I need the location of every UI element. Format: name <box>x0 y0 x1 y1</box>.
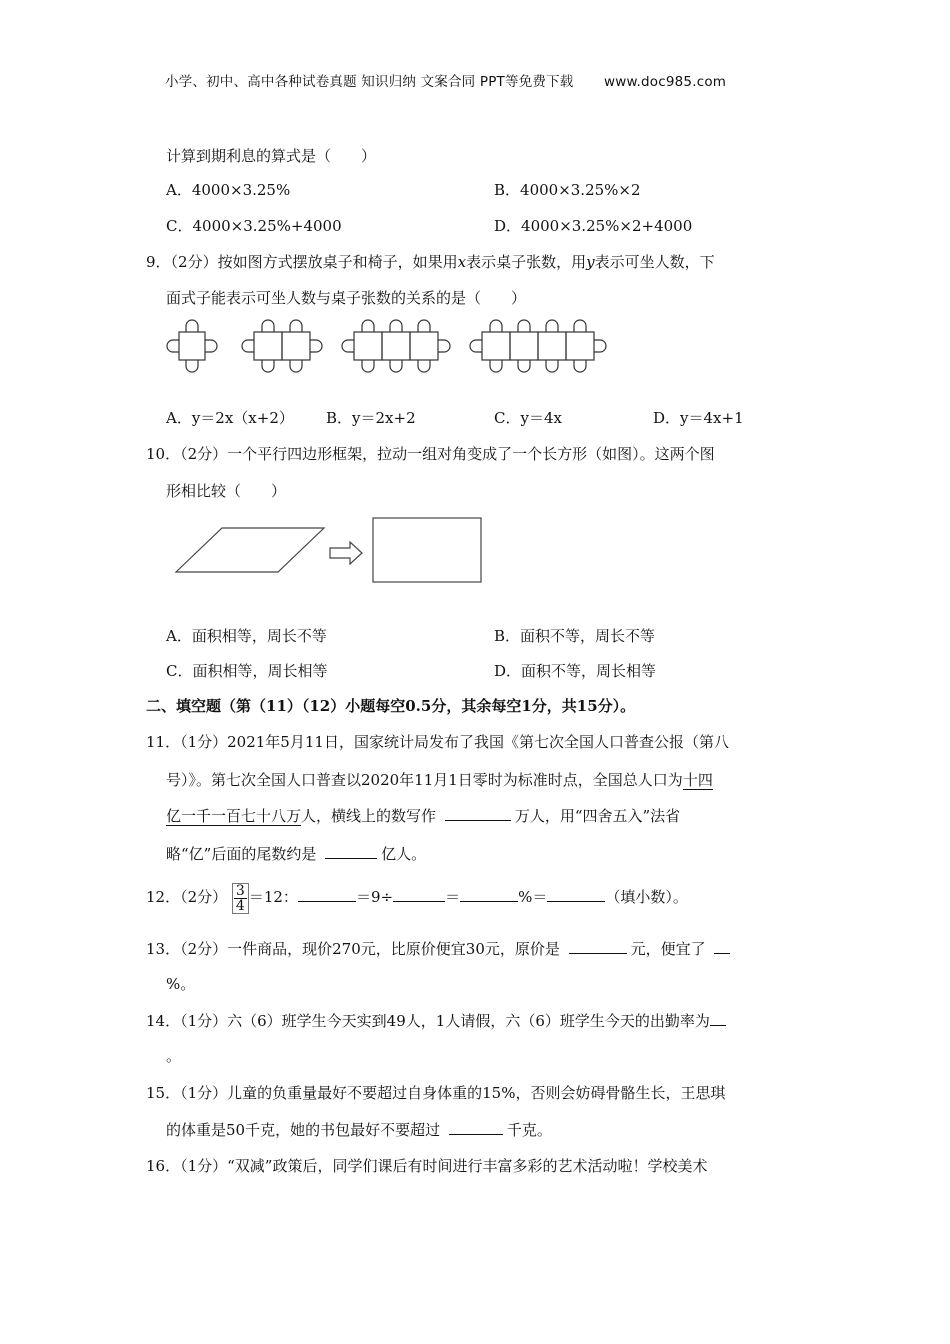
rectangle-shape <box>373 518 481 582</box>
tables-chairs-figure <box>164 318 614 374</box>
q9-option-a: A．y＝2x（x+2） <box>166 409 294 427</box>
q15-blank[interactable] <box>449 1120 503 1135</box>
q10-option-a: A．面积相等，周长不等 <box>166 627 327 645</box>
q12-text-eq: ＝12： <box>248 888 298 906</box>
q16-number: 16． <box>146 1157 181 1175</box>
q12-fraction-numerator: 3 <box>235 882 245 899</box>
q9-text-pre: （2分）按如图方式摆放桌子和椅子，如果用 <box>170 253 458 271</box>
q13-blank-2[interactable] <box>714 939 730 954</box>
q9-text-mid: 表示桌子张数，用 <box>466 253 587 271</box>
q15-text-1: （1分）儿童的负重量最好不要超过自身体重的15%，否则会妨碍骨骼生长，王思琪 <box>180 1084 726 1102</box>
q16-text-1: （1分）“双减”政策后，同学们课后有时间进行丰富多彩的艺术活动啦！学校美术 <box>180 1157 708 1175</box>
q11-blank-1[interactable] <box>445 806 511 821</box>
q12-text-pct: %＝ <box>518 888 548 906</box>
arrow-icon <box>330 542 362 564</box>
q11-line1 <box>146 732 729 752</box>
q8-option-a: A．4000×3.25% <box>166 181 291 199</box>
q11-text-4: 万人，用“四舍五入”法省 <box>514 807 681 825</box>
q8-stem: 计算到期利息的算式是（ ） <box>166 147 377 165</box>
q8-option-b: B．4000×3.25%×2 <box>494 181 641 199</box>
q12-fraction-denominator: 4 <box>235 897 245 914</box>
q12-blank-4[interactable] <box>547 887 605 902</box>
q12-text-eq2: ＝9÷ <box>355 888 394 906</box>
q15-line2 <box>166 1120 552 1140</box>
parallelogram-to-rectangle-figure <box>170 512 490 588</box>
q11-underlined-number-1: 十四 <box>682 771 713 789</box>
q11-line4 <box>166 844 426 864</box>
q12-blank-3[interactable] <box>460 887 518 902</box>
q9-text-post: 表示可坐人数，下 <box>594 253 715 271</box>
section-2-title: 二、填空题（第（11）（12）小题每空0.5分，其余每空1分，共15分）。 <box>146 697 636 715</box>
q9-option-b: B．y＝2x+2 <box>326 409 416 427</box>
q10-line1 <box>146 444 715 464</box>
q12-blank-2[interactable] <box>393 887 445 902</box>
q13-text-1: （2分）一件商品，现价270元，比原价便宜30元，原价是 <box>180 940 560 958</box>
q13-text-2: 元，便宜了 <box>630 940 706 958</box>
q9-var-x: x <box>457 253 467 271</box>
q8-option-d: D．4000×3.25%×2+4000 <box>494 217 693 235</box>
q14-number: 14． <box>146 1012 181 1030</box>
header-text: 小学、初中、高中各种试卷真题 知识归纳 文案合同 PPT等免费下载 <box>165 74 574 90</box>
q9-line1 <box>146 252 715 272</box>
q10-line2: 形相比较（ ） <box>166 482 287 500</box>
q12-note: （填小数）。 <box>605 888 688 906</box>
header-url: www.doc985.com <box>604 74 727 90</box>
q9-option-d: D．y＝4x+1 <box>653 409 744 427</box>
q14-line1 <box>146 1011 726 1031</box>
q11-text-1: （1分）2021年5月11日，国家统计局发布了我国《第七次全国人口普查公报（第八 <box>180 733 729 751</box>
q11-underlined-number-2: 亿一千一百七十八万 <box>166 807 302 825</box>
q11-blank-2[interactable] <box>325 844 377 859</box>
q16-line1 <box>146 1156 707 1176</box>
page-header <box>165 70 726 90</box>
q11-text-5: 略“亿”后面的尾数约是 <box>166 845 317 863</box>
q15-text-2: 的体重是50千克，她的书包最好不要超过 <box>166 1121 441 1139</box>
q12-line <box>146 877 688 917</box>
table-group-4 <box>470 320 606 372</box>
q12-blank-1[interactable] <box>298 887 356 902</box>
q13-blank-1[interactable] <box>569 939 627 954</box>
q12-fraction <box>232 883 249 914</box>
q11-line2 <box>166 770 713 790</box>
q12-number: 12． <box>146 888 181 906</box>
q13-line1 <box>146 939 730 959</box>
q9-option-c: C．y＝4x <box>494 409 562 427</box>
q11-text-2: 号）》。第七次全国人口普查以2020年11月1日零时为标准时点，全国总人口为 <box>166 771 683 789</box>
q14-line2: 。 <box>166 1047 182 1065</box>
table-group-3 <box>342 320 450 372</box>
table-group-2 <box>242 320 322 372</box>
q15-number: 15． <box>146 1084 181 1102</box>
q9-number: 9． <box>146 253 171 271</box>
q8-option-c: C．4000×3.25%+4000 <box>166 217 342 235</box>
table-group-1 <box>167 320 217 372</box>
q15-text-3: 千克。 <box>506 1121 552 1139</box>
q11-text-6: 亿人。 <box>381 845 427 863</box>
q13-number: 13． <box>146 940 181 958</box>
q9-line2: 面式子能表示可坐人数与桌子张数的关系的是（ ） <box>166 289 527 307</box>
q14-blank[interactable] <box>710 1011 726 1026</box>
q11-line3 <box>166 806 680 826</box>
q15-line1 <box>146 1083 725 1103</box>
parallelogram-shape <box>176 528 324 572</box>
q14-text-1: （1分）六（6）班学生今天实到49人，1人请假，六（6）班学生今天的出勤率为 <box>180 1012 710 1030</box>
q9-var-y: y <box>586 253 595 271</box>
q13-line2: %。 <box>166 975 196 993</box>
q10-text: （2分）一个平行四边形框架，拉动一组对角变成了一个长方形（如图）。这两个图 <box>180 445 715 463</box>
q10-option-c: C．面积相等，周长相等 <box>166 662 328 680</box>
q11-text-3: 人，横线上的数写作 <box>301 807 437 825</box>
q10-option-d: D．面积不等，周长相等 <box>494 662 657 680</box>
q10-number: 10． <box>146 445 181 463</box>
q12-text-eq3: ＝ <box>445 888 461 906</box>
q10-option-b: B．面积不等，周长不等 <box>494 627 656 645</box>
q12-score: （2分） <box>180 888 228 906</box>
q11-number: 11． <box>146 733 181 751</box>
